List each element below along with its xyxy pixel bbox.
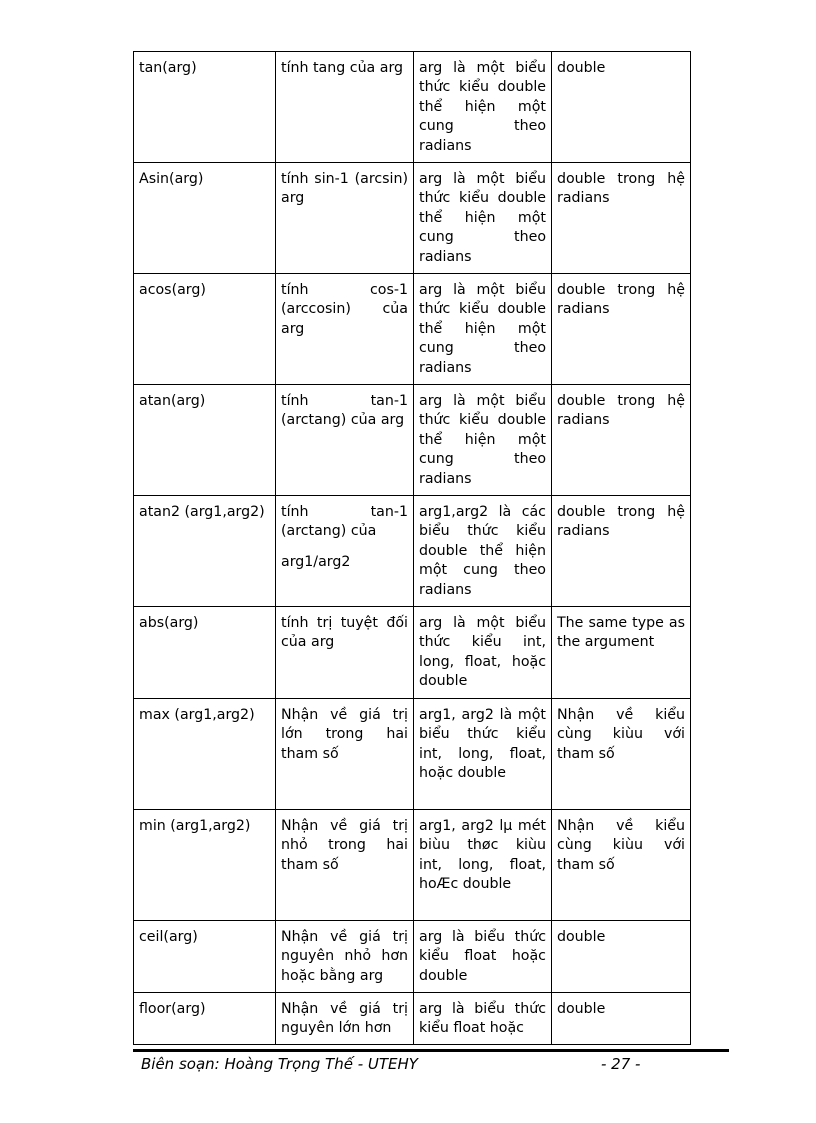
footer-author: Biên soạn: Hoàng Trọng Thế - UTEHY (141, 1055, 418, 1073)
table-row (134, 993, 691, 1045)
table-row (134, 921, 691, 993)
description-cell (276, 496, 414, 607)
description-cell: tính cos-1 (arccosin) của arg (276, 274, 414, 385)
table-row (134, 496, 691, 607)
return-type-cell: double (552, 52, 691, 163)
return-type-cell: double trong hệ radians (552, 496, 691, 607)
table-row (134, 810, 691, 921)
function-name-cell: acos(arg) (134, 274, 276, 385)
description-cell: tính tan-1 (arctang) của arg (276, 385, 414, 496)
argument-cell: arg là một biểu thức kiểu double thể hiện một cung theo radians (414, 385, 552, 496)
description-text: tính tan-1 (arctang) của (281, 504, 408, 540)
table-row (134, 163, 691, 274)
function-name-cell: max (arg1,arg2) (134, 699, 276, 810)
argument-cell: arg là một biểu thức kiểu double thể hiện một cung theo radians (414, 274, 552, 385)
table-row (134, 385, 691, 496)
argument-cell: arg là biểu thức kiểu float hoặc (414, 993, 552, 1045)
argument-cell: arg là một biểu thức kiểu double thể hiện một cung theo radians (414, 52, 552, 163)
function-name-cell: floor(arg) (134, 993, 276, 1045)
return-type-cell: Nhận về kiểu cùng kiùu với tham số (552, 810, 691, 921)
function-name-cell: atan2 (arg1,arg2) (134, 496, 276, 607)
function-name-cell: min (arg1,arg2) (134, 810, 276, 921)
description-cell: Nhận về giá trị nguyên lớn hơn (276, 993, 414, 1045)
function-name-cell: Asin(arg) (134, 163, 276, 274)
table-row (134, 699, 691, 810)
argument-cell: arg là một biểu thức kiểu int, long, float, hoặc double (414, 607, 552, 699)
argument-cell: arg là một biểu thức kiểu double thể hiện một cung theo radians (414, 163, 552, 274)
argument-cell: arg1, arg2 lµ mét biùu thøc kiùu int, long, float, hoÆc double (414, 810, 552, 921)
argument-cell: arg là biểu thức kiểu float hoặc double (414, 921, 552, 993)
function-name-cell: atan(arg) (134, 385, 276, 496)
footer-divider (133, 1049, 729, 1052)
return-type-cell: double trong hệ radians (552, 274, 691, 385)
description-cell: Nhận về giá trị nhỏ trong hai tham số (276, 810, 414, 921)
description-text-extra: arg1/arg2 (281, 553, 351, 570)
description-cell: Nhận về giá trị lớn trong hai tham số (276, 699, 414, 810)
description-cell: tính trị tuyệt đối của arg (276, 607, 414, 699)
math-functions-table (133, 51, 691, 1045)
table-row (134, 274, 691, 385)
return-type-cell: double (552, 993, 691, 1045)
table-row (134, 607, 691, 699)
argument-cell: arg1, arg2 là một biểu thức kiểu int, long, float, hoặc double (414, 699, 552, 810)
return-type-cell: double trong hệ radians (552, 163, 691, 274)
return-type-cell: Nhận về kiểu cùng kiùu với tham số (552, 699, 691, 810)
description-cell: tính sin-1 (arcsin) arg (276, 163, 414, 274)
function-name-cell: abs(arg) (134, 607, 276, 699)
page-number: - 27 - (601, 1055, 641, 1073)
argument-cell: arg1,arg2 là các biểu thức kiểu double thể hiện một cung theo radians (414, 496, 552, 607)
return-type-cell: double (552, 921, 691, 993)
function-name-cell: tan(arg) (134, 52, 276, 163)
description-cell: Nhận về giá trị nguyên nhỏ hơn hoặc bằng arg (276, 921, 414, 993)
table-row (134, 52, 691, 163)
function-name-cell: ceil(arg) (134, 921, 276, 993)
description-cell: tính tang của arg (276, 52, 414, 163)
return-type-cell: double trong hệ radians (552, 385, 691, 496)
return-type-cell: The same type as the argument (552, 607, 691, 699)
